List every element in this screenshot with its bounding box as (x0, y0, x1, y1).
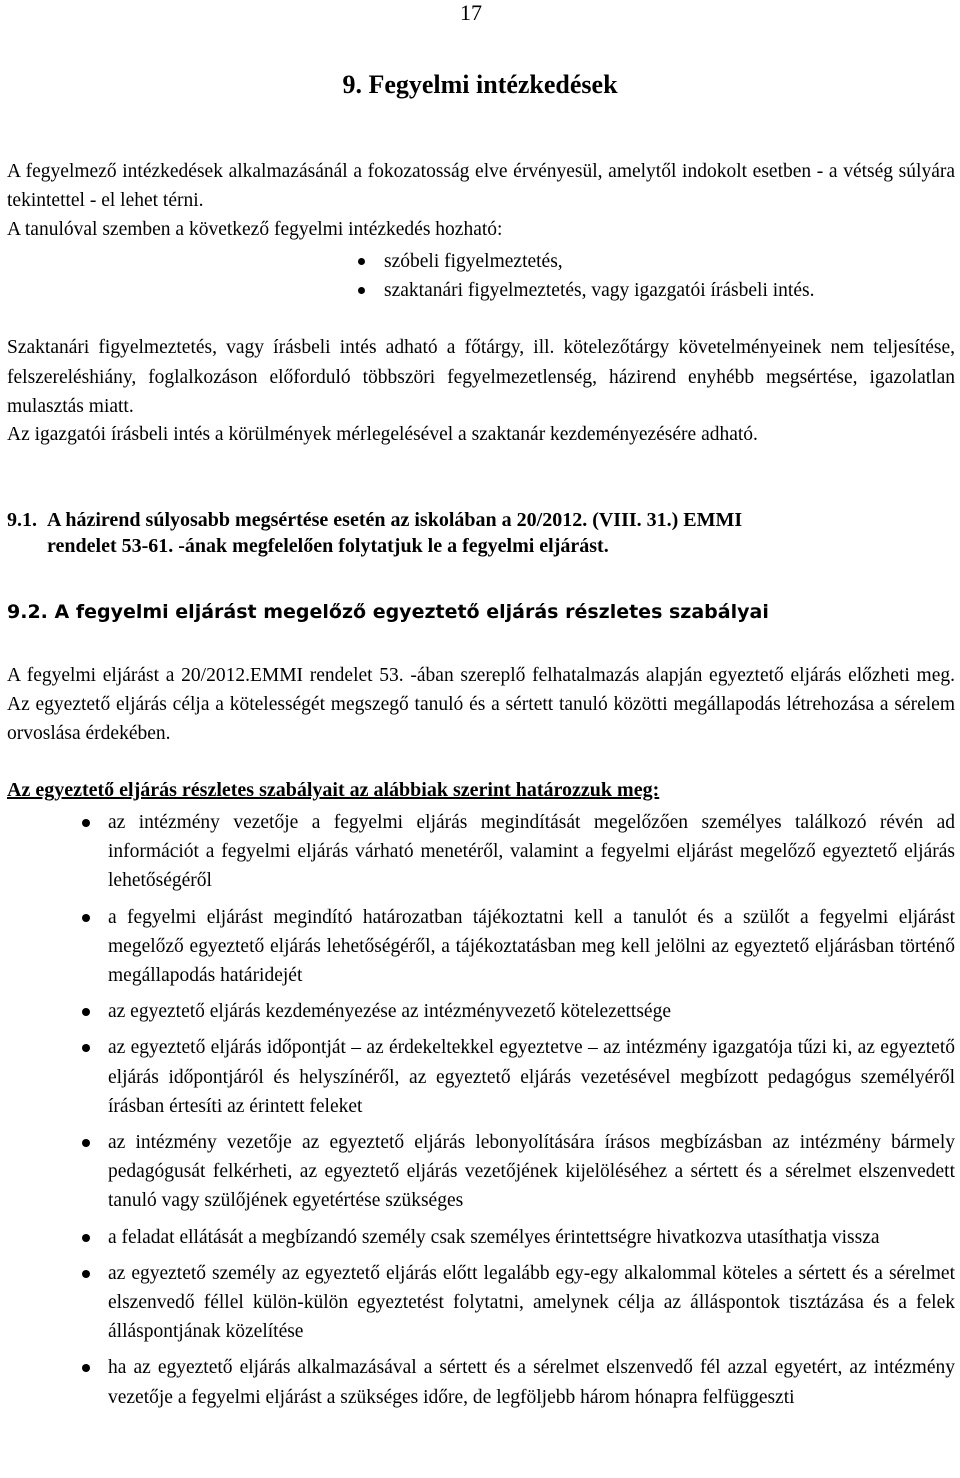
bullet-icon (82, 1008, 90, 1016)
intro-paragraph: A fegyelmező intézkedések alkalmazásánál a fokozatosság elve érvényesül, amelytől indokolt esetben - a vétség súlyára tekintettel - el lehet térni. (7, 161, 955, 211)
list-item: a fegyelmi eljárást megindító határozatban tájékoztatni kell a tanulót és a szülőt a fegyelmi eljárást megelőző egyeztető eljárás lehetőségéről, a tájékoztatásban meg kell jelölni az egyeztető eljárásban történő megállapodás határidejét (7, 903, 955, 991)
list-item: az intézmény vezetője a fegyelmi eljárás megindítását megelőzően személyes találkozó révén ad információt a fegyelmi eljárás várható menetéről, valamint a fegyelmi eljárást megelőző egyeztető eljárás lehetőségéről (7, 808, 955, 896)
section-9-2-heading (7, 598, 955, 626)
section-text: A házirend súlyosabb megsértése esetén az iskolában a 20/2012. (VIII. 31.) EMMI (47, 509, 743, 531)
bullet-icon (358, 287, 365, 294)
list-item: szaktanári figyelmeztetés, vagy igazgatói írásbeli intés. (330, 276, 930, 305)
measures-list (330, 247, 930, 305)
list-item: szóbeli figyelmeztetés, (330, 247, 930, 276)
director-paragraph: Az igazgatói írásbeli intés a körülmények mérlegelésével a szaktanár kezdeményezésére adható. (7, 424, 758, 445)
bullet-icon (358, 258, 365, 265)
rules-heading: Az egyeztető eljárás részletes szabályait az alábbiak szerint határozzuk meg: (7, 779, 660, 801)
chapter-title: 9. Fegyelmi intézkedések (342, 70, 618, 99)
list-item: ha az egyeztető eljárás alkalmazásával a sértett és a sérelmet elszenvedő fél azzal egyetért, az intézmény vezetője a fegyelmi eljárást a szükséges időre, de legföljebb három hónapra felfüggeszti (7, 1353, 955, 1411)
list-item: az egyeztető eljárás kezdeményezése az intézményvezető kötelezettsége (7, 997, 955, 1026)
section-number: 9.2. (7, 601, 48, 623)
section-number: 9.1. (7, 509, 37, 531)
intro-section (7, 157, 955, 244)
bullet-icon (82, 1364, 90, 1372)
grounds-paragraph: Szaktanári figyelmeztetés, vagy írásbeli intés adható a főtárgy, ill. kötelezőtárgy követelményeinek nem teljesítése, felszereléshiány, foglalkozáson előforduló többszöri fegyelmezetlenség, házirend enyhébb megsértése, igazolatlan mulasztás miatt. (7, 337, 955, 417)
intro-measures-lead: A tanulóval szemben a következő fegyelmi intézkedés hozható: (7, 219, 503, 240)
bullet-icon (82, 1270, 90, 1278)
bullet-icon (82, 819, 90, 827)
list-item: az egyeztető személy az egyeztető eljárás előtt legalább egy-egy alkalommal köteles a sértett és a sérelmet elszenvedő féllel külön-külön egyeztetést folytatni, amelynek célja az álláspontok tisztázása és a felek álláspontjának közelítése (7, 1259, 955, 1347)
section-title: A fegyelmi eljárást megelőző egyeztető eljárás részletes szabályai (54, 601, 769, 623)
page-number: 17 (460, 0, 482, 25)
section-text-continued: rendelet 53-61. -ának megfelelően folytatjuk le a fegyelmi eljárást. (47, 535, 609, 557)
rules-list (7, 808, 955, 1412)
list-item: az intézmény vezetője az egyeztető eljárás lebonyolítására írásos megbízásban az intézmény bármely pedagógusát felkérheti, az egyeztető eljárás vezetőjének kijelöléséhez a sértett és a sérelmet elszenvedett tanuló vagy szülőjének egyetértése szükséges (7, 1128, 955, 1216)
list-item: az egyeztető eljárás időpontját – az érdekeltekkel egyeztetve – az intézmény igazgatója tűzi ki, az egyeztető eljárás időpontjáról és helyszínéről, az egyeztető eljárás vezetésével megbízott pedagógus személyéről írásban értesíti az érintett feleket (7, 1033, 955, 1121)
section-9-1 (7, 507, 955, 559)
bullet-icon (82, 1139, 90, 1147)
bullet-icon (82, 1234, 90, 1242)
reconciliation-paragraph: A fegyelmi eljárást a 20/2012.EMMI rendelet 53. -ában szereplő felhatalmazás alapján egyeztető eljárás előzheti meg. Az egyeztető eljárás célja a kötelességét megszegő tanuló és a sértett tanuló közötti megállapodás létrehozása a sérelem orvoslása érdekében. (7, 665, 955, 744)
bullet-icon (82, 914, 90, 922)
list-item: a feladat ellátását a megbízandó személy csak személyes érintettségre hivatkozva utasíthatja vissza (7, 1223, 955, 1252)
bullet-icon (82, 1044, 90, 1052)
